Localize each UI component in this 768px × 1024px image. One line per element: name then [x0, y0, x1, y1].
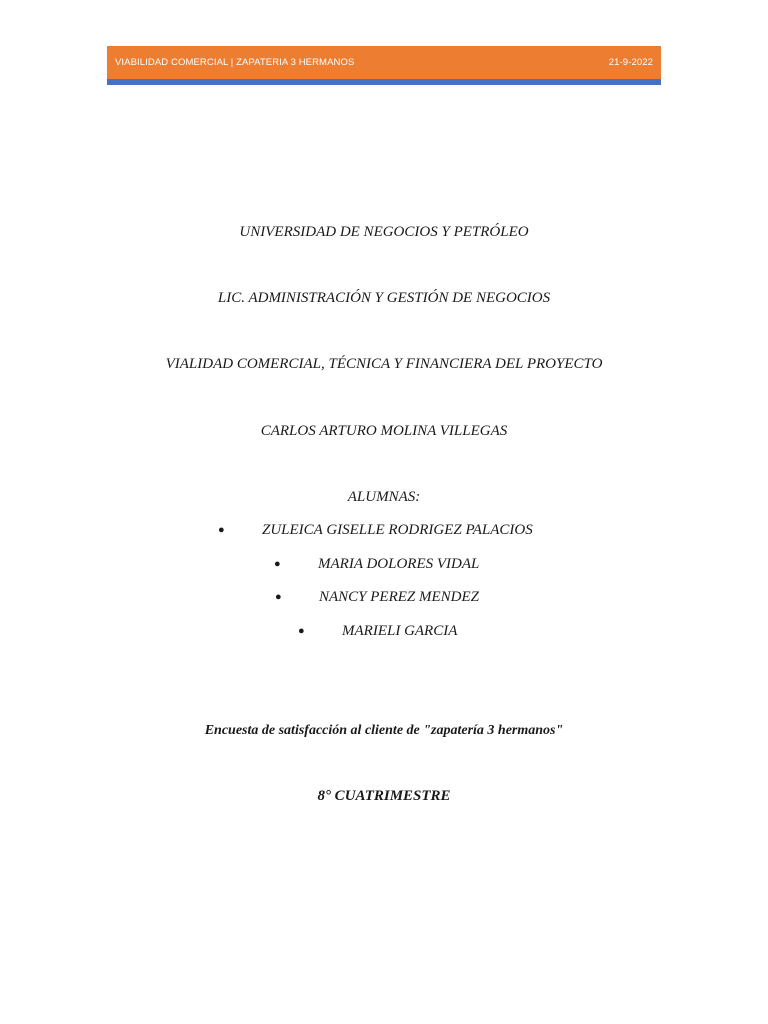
term-label: 8° CUATRIMESTRE: [317, 788, 451, 804]
list-item: [0, 621, 768, 641]
student-name: NANCY PEREZ MENDEZ: [319, 589, 480, 605]
student-name: MARIELI GARCIA: [342, 623, 458, 639]
degree-name: LIC. ADMINISTRACIÓN Y GESTIÓN DE NEGOCIOS: [217, 290, 551, 306]
student-name: ZULEICA GISELLE RODRIGEZ PALACIOS: [262, 522, 533, 538]
list-item: [0, 554, 768, 574]
subject-name: VIALIDAD COMERCIAL, TÉCNICA Y FINANCIERA DEL PROYECTO: [165, 356, 603, 372]
university-name: UNIVERSIDAD DE NEGOCIOS Y PETRÓLEO: [239, 224, 529, 240]
header-title: VIABILIDAD COMERCIAL | ZAPATERIA 3 HERMANOS: [115, 57, 355, 68]
page-header: [107, 46, 661, 79]
bullet-icon: ●: [298, 625, 305, 637]
survey-title: Encuesta de satisfacción al cliente de "zapatería 3 hermanos": [204, 723, 564, 738]
header-date: 21-9-2022: [608, 57, 653, 68]
list-item: [0, 520, 768, 540]
bullet-icon: ●: [218, 524, 225, 536]
bullet-icon: ●: [275, 591, 282, 603]
professor-name: CARLOS ARTURO MOLINA VILLEGAS: [260, 423, 508, 439]
header-rule: [107, 79, 661, 85]
list-item: [0, 587, 768, 607]
student-name: MARIA DOLORES VIDAL: [318, 556, 480, 572]
bullet-icon: ●: [274, 558, 281, 570]
students-heading: ALUMNAS:: [347, 489, 421, 505]
